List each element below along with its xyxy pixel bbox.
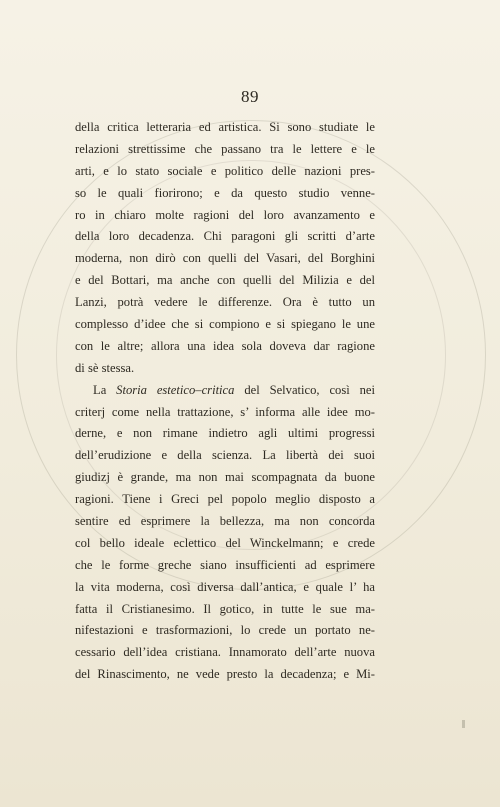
text-line: complesso d’idee che si compiono e si spiegano le une (75, 317, 375, 332)
text-line: fatta il Cristianesimo. Il gotico, in tutte le sue ma- (75, 601, 375, 616)
paragraph-1 (75, 117, 375, 380)
text-line-first (75, 380, 375, 402)
text-line: con le altre; allora una idea sola doveva dar ragione (75, 338, 375, 353)
body-text (75, 117, 375, 686)
text-line: cessario dell’idea cristiana. Innamorato dell’arte nuova (75, 645, 375, 660)
text-line: moderna, non dirò con quelli del Vasari, del Borghini (75, 251, 375, 266)
text-line: del Rinascimento, ne vede presto la decadenza; e Mi- (75, 667, 375, 682)
text-line: la vita moderna, così diversa dall’antica, e quale l’ ha (75, 579, 375, 594)
text-line: sentire ed esprimere la bellezza, ma non concorda (75, 514, 375, 529)
paper-mark (462, 720, 465, 728)
text-line: dell’erudizione e della scienza. La libertà dei suoi (75, 448, 375, 463)
text-line: che le forme greche siano insufficienti ad esprimere (75, 557, 375, 572)
paragraph-2 (75, 380, 375, 686)
text-line: della loro decadenza. Chi paragoni gli scritti d’arte (75, 229, 375, 244)
text-line: derne, e non rimane indietro agli ultimi progressi (75, 426, 375, 441)
text-line: giudizj è grande, ma non mai scompagnata da buone (75, 470, 375, 485)
text-line: ragioni. Tiene i Greci pel popolo meglio disposto a (75, 492, 375, 507)
text-line: nifestazioni e trasformazioni, lo crede un portato ne- (75, 623, 375, 638)
text-line: di sè stessa. (75, 360, 135, 375)
text-line: e del Bottari, ma anche con quelli del Milizia e del (75, 273, 375, 288)
text-line: criterj come nella trattazione, s’ informa alle idee mo- (75, 404, 375, 419)
text-line: col bello ideale eclettico del Winckelmann; e crede (75, 535, 375, 550)
text-line: arti, e lo stato sociale e politico delle nazioni pres- (75, 163, 375, 178)
text-run: del Selvatico, così nei (234, 382, 375, 397)
text-run: La (93, 382, 117, 397)
text-line: relazioni strettissime che passano tra le lettere e le (75, 141, 375, 156)
text-line: so le quali fiorirono; e da questo studio venne- (75, 185, 375, 200)
text-line: della critica letteraria ed artistica. Si sono studiate le (75, 120, 375, 134)
book-title-italic: Storia estetico–critica (116, 382, 235, 397)
page-number: 89 (241, 87, 259, 106)
text-line: ro in chiaro molte ragioni del loro avanzamento e (75, 207, 375, 222)
text-line: Lanzi, potrà vedere le differenze. Ora è tutto un (75, 295, 375, 310)
